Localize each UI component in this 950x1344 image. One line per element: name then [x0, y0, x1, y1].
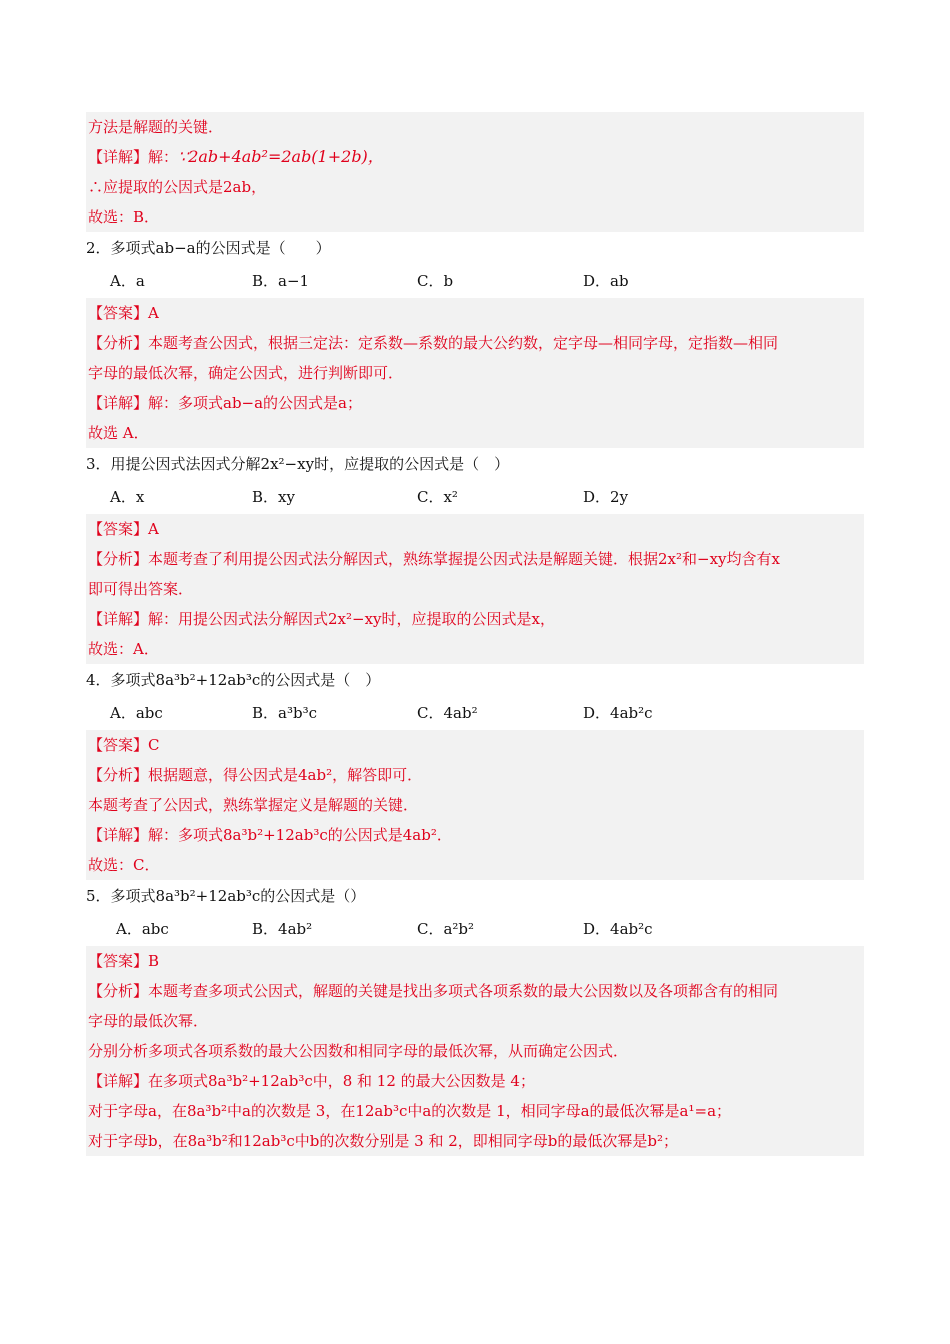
detail-line: 【详解】在多项式8a³b²+12ab³c中，8 和 12 的最大公因数是 4； [88, 1072, 535, 1090]
option-d: D．2y [583, 488, 629, 506]
option-d: D．4ab²c [583, 704, 653, 722]
solution-box-q5 [86, 946, 864, 1156]
solution-box-q2 [86, 298, 864, 448]
answer-line: 【答案】A [88, 304, 159, 322]
option-d: D．ab [583, 272, 629, 290]
analysis-line: 本题考查了公因式，熟练掌握定义是解题的关键． [88, 796, 419, 814]
options-row [86, 696, 864, 730]
question-stem: 4．多项式8a³b²+12ab³c的公因式是（ ） [86, 671, 381, 689]
option-a: A．abc [116, 920, 169, 938]
choice-line: 故选：B． [88, 208, 160, 226]
solution-box-q1 [86, 112, 864, 232]
option-c: C．b [417, 272, 454, 290]
option-b: B．4ab² [252, 920, 313, 938]
analysis-line: 【分析】本题考查了利用提公因式法分解因式，熟练掌握提公因式法是解题关键．根据2x²和−xy均含有x [88, 550, 780, 568]
choice-line: 故选：C． [88, 856, 160, 874]
option-a: A．a [110, 272, 145, 290]
options-row [86, 480, 864, 514]
answer-line: 【答案】B [88, 952, 160, 970]
analysis-line: 分别分析多项式各项系数的最大公因数和相同字母的最低次幂，从而确定公因式． [88, 1042, 629, 1060]
question-stem: 2．多项式ab−a的公因式是（ ） [86, 239, 331, 257]
detail-line [88, 142, 862, 172]
detail-line: 【详解】解：多项式8a³b²+12ab³c的公因式是4ab²． [88, 826, 452, 844]
solution-box-q3 [86, 514, 864, 664]
solution-box-q4 [86, 730, 864, 880]
option-a: A．x [110, 488, 145, 506]
answer-line: 【答案】A [88, 520, 159, 538]
option-a: A．abc [110, 704, 163, 722]
math-expression: ∵2ab+4ab²=2ab(1+2b)， [178, 147, 384, 166]
analysis-line: 【分析】本题考查公因式，根据三定法：定系数—系数的最大公约数，定字母—相同字母，定指数—相同 [88, 334, 779, 352]
analysis-line: 字母的最低次幂，确定公因式，进行判断即可． [88, 364, 404, 382]
text-line: 方法是解题的关键． [88, 118, 224, 136]
question-stem: 5．多项式8a³b²+12ab³c的公因式是（） [86, 887, 366, 905]
option-b: B．a−1 [252, 272, 310, 290]
option-b: B．a³b³c [252, 704, 317, 722]
document-content [86, 112, 864, 1156]
detail-line: 对于字母a，在8a³b²中a的次数是 3，在12ab³c中a的次数是 1，相同字母a的最低次幂是a¹=a； [88, 1102, 732, 1120]
choice-line: 故选：A． [88, 640, 159, 658]
analysis-line: 即可得出答案． [88, 580, 194, 598]
detail-line: 【详解】解：用提公因式法分解因式2x²−xy时，应提取的公因式是x， [88, 610, 555, 628]
question-stem: 3．用提公因式法因式分解2x²−xy时，应提取的公因式是（ ） [86, 455, 510, 473]
text-line: ∴应提取的公因式是2ab， [88, 178, 267, 196]
option-c: C．4ab² [417, 704, 478, 722]
choice-line: 故选 A． [88, 424, 149, 442]
option-c: C．x² [417, 488, 458, 506]
detail-label: 【详解】解： [88, 148, 179, 166]
analysis-line: 【分析】根据题意，得公因式是4ab²，解答即可． [88, 766, 423, 784]
option-b: B．xy [252, 488, 295, 506]
option-d: D．4ab²c [583, 920, 653, 938]
analysis-line: 字母的最低次幂． [88, 1012, 209, 1030]
options-row [86, 264, 864, 298]
detail-line: 【详解】解：多项式ab−a的公因式是a； [88, 394, 363, 412]
option-c: C．a²b² [417, 920, 475, 938]
detail-line: 对于字母b，在8a³b²和12ab³c中b的次数分别是 3 和 2，即相同字母b的最低次幂是b²； [88, 1132, 678, 1150]
analysis-line: 【分析】本题考查多项式公因式，解题的关键是找出多项式各项系数的最大公因数以及各项都含有的相同 [88, 982, 779, 1000]
options-row [86, 912, 864, 946]
answer-line: 【答案】C [88, 736, 160, 754]
